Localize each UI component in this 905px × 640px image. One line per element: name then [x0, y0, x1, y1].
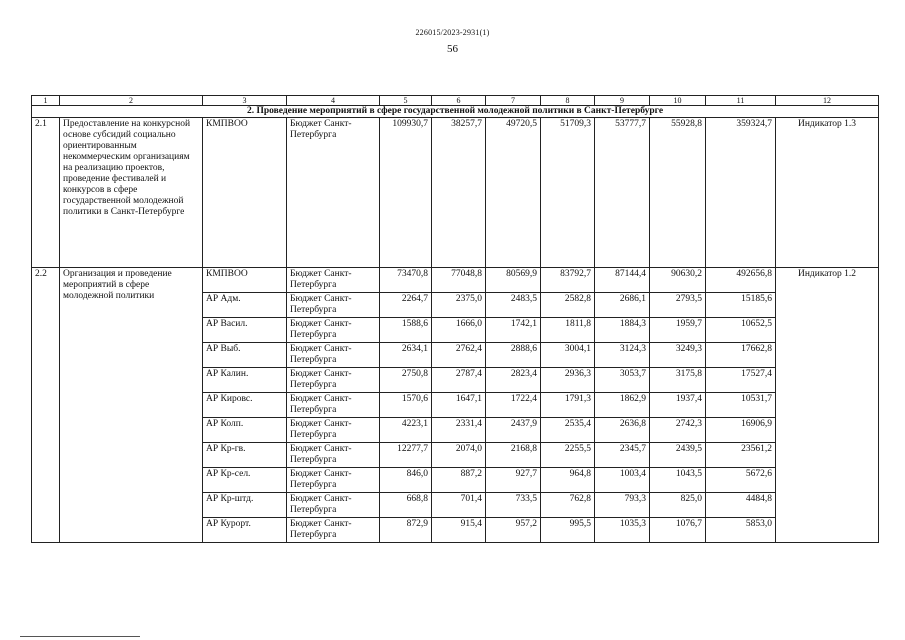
value-cell: 1035,3 — [595, 518, 650, 543]
funding-source: Бюджет Санкт-Петербурга — [287, 318, 380, 343]
column-number: 12 — [776, 96, 879, 106]
value-cell: 1076,7 — [650, 518, 706, 543]
value-cell: 49720,5 — [486, 118, 541, 268]
value-cell: 3124,3 — [595, 343, 650, 368]
value-cell: 15185,6 — [706, 293, 776, 318]
column-number: 5 — [380, 96, 432, 106]
funding-source: Бюджет Санкт-Петербурга — [287, 468, 380, 493]
value-cell: 2264,7 — [380, 293, 432, 318]
funding-source: Бюджет Санкт-Петербурга — [287, 418, 380, 443]
funding-source: Бюджет Санкт-Петербурга — [287, 293, 380, 318]
value-cell: 964,8 — [541, 468, 595, 493]
value-cell: 1647,1 — [432, 393, 486, 418]
row-number: 2.2 — [32, 268, 60, 543]
value-cell: 2634,1 — [380, 343, 432, 368]
value-cell: 1811,8 — [541, 318, 595, 343]
value-cell: 2345,7 — [595, 443, 650, 468]
funding-source: Бюджет Санкт-Петербурга — [287, 268, 380, 293]
value-cell: 109930,7 — [380, 118, 432, 268]
value-cell: 2439,5 — [650, 443, 706, 468]
value-cell: 23561,2 — [706, 443, 776, 468]
value-cell: 1862,9 — [595, 393, 650, 418]
executor: КМПВОО — [203, 118, 287, 268]
column-number: 4 — [287, 96, 380, 106]
row-number: 2.1 — [32, 118, 60, 268]
executor: КМПВОО — [203, 268, 287, 293]
value-cell: 2888,6 — [486, 343, 541, 368]
executor: АР Кр-гв. — [203, 443, 287, 468]
executor: АР Курорт. — [203, 518, 287, 543]
value-cell: 872,9 — [380, 518, 432, 543]
executor: АР Колп. — [203, 418, 287, 443]
column-number: 2 — [60, 96, 203, 106]
value-cell: 5853,0 — [706, 518, 776, 543]
table-row — [32, 118, 879, 268]
page-number: 56 — [447, 43, 458, 55]
value-cell: 492656,8 — [706, 268, 776, 293]
value-cell: 1003,4 — [595, 468, 650, 493]
value-cell: 3004,1 — [541, 343, 595, 368]
value-cell: 2168,8 — [486, 443, 541, 468]
value-cell: 4484,8 — [706, 493, 776, 518]
column-number: 9 — [595, 96, 650, 106]
value-cell: 3053,7 — [595, 368, 650, 393]
executor: АР Калин. — [203, 368, 287, 393]
value-cell: 2636,8 — [595, 418, 650, 443]
value-cell: 2686,1 — [595, 293, 650, 318]
value-cell: 2750,8 — [380, 368, 432, 393]
measure-name: Организация и проведение мероприятий в сфере молодежной политики — [60, 268, 203, 543]
funding-source: Бюджет Санкт-Петербурга — [287, 518, 380, 543]
value-cell: 17662,8 — [706, 343, 776, 368]
indicator: Индикатор 1.2 — [776, 268, 879, 543]
value-cell: 2375,0 — [432, 293, 486, 318]
measure-name: Предоставление на конкурсной основе субсидий социально ориентированным некоммерческим организациям на реализацию проектов, проведение фестивалей и конкурсов в сфере государственной молодежной политики в Санкт-Петербурге — [60, 118, 203, 268]
executor: АР Кр-сел. — [203, 468, 287, 493]
table-row — [32, 268, 879, 293]
section-row — [32, 106, 879, 118]
value-cell: 2823,4 — [486, 368, 541, 393]
value-cell: 3175,8 — [650, 368, 706, 393]
funding-source: Бюджет Санкт-Петербурга — [287, 493, 380, 518]
value-cell: 1570,6 — [380, 393, 432, 418]
value-cell: 887,2 — [432, 468, 486, 493]
value-cell: 2793,5 — [650, 293, 706, 318]
funding-source: Бюджет Санкт-Петербурга — [287, 118, 380, 268]
value-cell: 55928,8 — [650, 118, 706, 268]
value-cell: 1722,4 — [486, 393, 541, 418]
value-cell: 12277,7 — [380, 443, 432, 468]
executor: АР Адм. — [203, 293, 287, 318]
section-title: 2. Проведение мероприятий в сфере государственной молодежной политики в Санкт-Петербурге — [32, 106, 879, 118]
value-cell: 825,0 — [650, 493, 706, 518]
value-cell: 5672,6 — [706, 468, 776, 493]
executor: АР Выб. — [203, 343, 287, 368]
funding-source: Бюджет Санкт-Петербурга — [287, 368, 380, 393]
value-cell: 2483,5 — [486, 293, 541, 318]
value-cell: 51709,3 — [541, 118, 595, 268]
document-id: 226015/2023-2931(1) — [415, 28, 490, 37]
value-cell: 1791,3 — [541, 393, 595, 418]
value-cell: 1884,3 — [595, 318, 650, 343]
column-number: 3 — [203, 96, 287, 106]
value-cell: 1937,4 — [650, 393, 706, 418]
value-cell: 2255,5 — [541, 443, 595, 468]
value-cell: 80569,9 — [486, 268, 541, 293]
value-cell: 995,5 — [541, 518, 595, 543]
value-cell: 1742,1 — [486, 318, 541, 343]
value-cell: 762,8 — [541, 493, 595, 518]
value-cell: 2762,4 — [432, 343, 486, 368]
value-cell: 701,4 — [432, 493, 486, 518]
value-cell: 2074,0 — [432, 443, 486, 468]
value-cell: 957,2 — [486, 518, 541, 543]
value-cell: 73470,8 — [380, 268, 432, 293]
value-cell: 2535,4 — [541, 418, 595, 443]
value-cell: 16906,9 — [706, 418, 776, 443]
value-cell: 668,8 — [380, 493, 432, 518]
column-number: 10 — [650, 96, 706, 106]
indicator: Индикатор 1.3 — [776, 118, 879, 268]
column-number: 11 — [706, 96, 776, 106]
value-cell: 38257,7 — [432, 118, 486, 268]
value-cell: 10652,5 — [706, 318, 776, 343]
value-cell: 4223,1 — [380, 418, 432, 443]
value-cell: 2936,3 — [541, 368, 595, 393]
value-cell: 87144,4 — [595, 268, 650, 293]
value-cell: 793,3 — [595, 493, 650, 518]
funding-source: Бюджет Санкт-Петербурга — [287, 443, 380, 468]
column-number: 6 — [432, 96, 486, 106]
value-cell: 2331,4 — [432, 418, 486, 443]
funding-source: Бюджет Санкт-Петербурга — [287, 343, 380, 368]
column-number: 7 — [486, 96, 541, 106]
footer-divider — [20, 636, 140, 637]
value-cell: 1959,7 — [650, 318, 706, 343]
funding-source: Бюджет Санкт-Петербурга — [287, 393, 380, 418]
value-cell: 1588,6 — [380, 318, 432, 343]
executor: АР Васил. — [203, 318, 287, 343]
value-cell: 53777,7 — [595, 118, 650, 268]
value-cell: 77048,8 — [432, 268, 486, 293]
value-cell: 2742,3 — [650, 418, 706, 443]
column-number: 8 — [541, 96, 595, 106]
executor: АР Кр-штд. — [203, 493, 287, 518]
value-cell: 2787,4 — [432, 368, 486, 393]
executor: АР Кировс. — [203, 393, 287, 418]
header-row — [32, 96, 879, 106]
value-cell: 846,0 — [380, 468, 432, 493]
value-cell: 927,7 — [486, 468, 541, 493]
value-cell: 90630,2 — [650, 268, 706, 293]
value-cell: 17527,4 — [706, 368, 776, 393]
value-cell: 83792,7 — [541, 268, 595, 293]
value-cell: 733,5 — [486, 493, 541, 518]
value-cell: 1666,0 — [432, 318, 486, 343]
value-cell: 915,4 — [432, 518, 486, 543]
value-cell: 359324,7 — [706, 118, 776, 268]
value-cell: 2582,8 — [541, 293, 595, 318]
value-cell: 1043,5 — [650, 468, 706, 493]
budget-table — [31, 95, 879, 543]
column-number: 1 — [32, 96, 60, 106]
value-cell: 10531,7 — [706, 393, 776, 418]
value-cell: 2437,9 — [486, 418, 541, 443]
value-cell: 3249,3 — [650, 343, 706, 368]
